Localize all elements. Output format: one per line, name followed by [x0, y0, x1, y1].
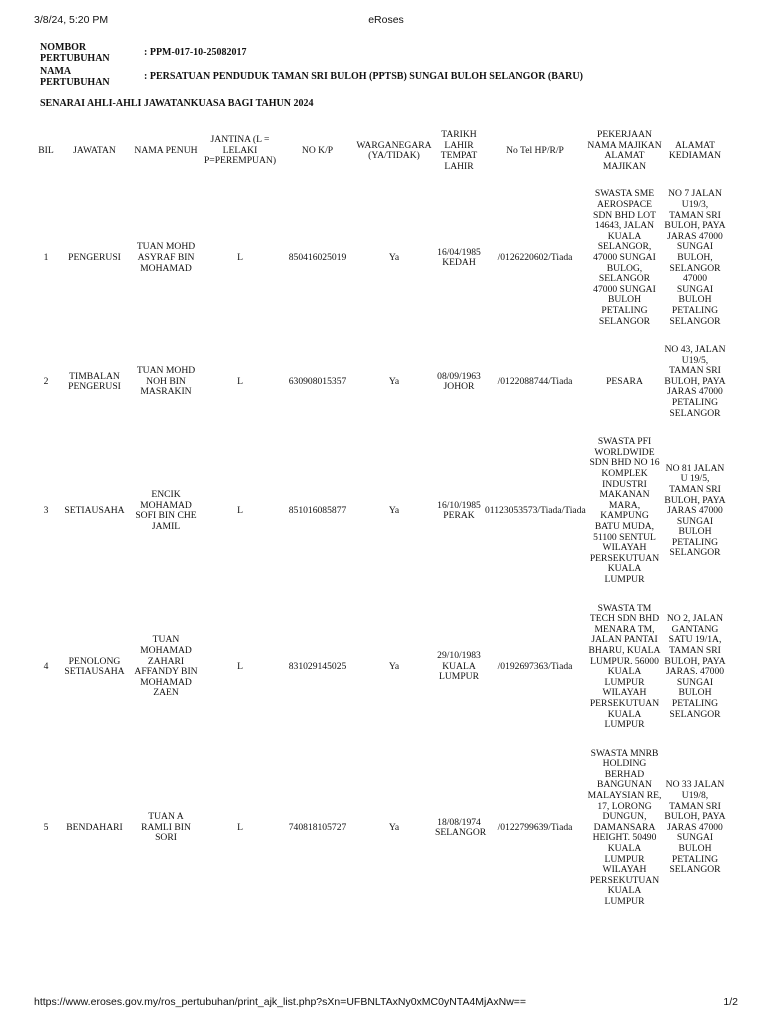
- cell-nokp: 831029145025: [288, 660, 347, 672]
- cell-jawatan: TIMBALAN PENGERUSI: [68, 370, 121, 393]
- cell-jawatan: PENGERUSI: [68, 251, 121, 263]
- cell-tel: /0122088744/Tiada: [497, 375, 573, 387]
- tempat-lahir: SELANGOR: [435, 827, 487, 839]
- cell-nokp: 851016085877: [288, 505, 347, 517]
- col-jantina: JANTINA (L = LELAKI P=PEREMPUAN): [203, 134, 277, 167]
- cell-nokp: 740818105727: [288, 821, 347, 833]
- cell-nokp: 850416025019: [288, 251, 347, 263]
- table-row: [36, 180, 727, 336]
- cell-bil: 4: [43, 660, 49, 672]
- cell-alamat: NO 33 JALAN U19/8, TAMAN SRI BULOH, PAYA JARAS 47000 SUNGAI BULOH PETALING SELANGOR: [664, 779, 726, 876]
- document-body: [38, 42, 740, 907]
- cell-pekerjaan: PESARA: [606, 375, 643, 387]
- cell-nokp: 630908015357: [288, 375, 347, 387]
- nama-label: NAMA PERTUBUHAN: [40, 66, 110, 88]
- cell-warganegara: Ya: [388, 660, 400, 672]
- col-bil: BIL: [38, 144, 54, 156]
- tempat-lahir: KUALA LUMPUR: [439, 660, 479, 683]
- cell-bil: 2: [43, 375, 49, 387]
- cell-pekerjaan: SWASTA PFI WORLDWIDE SDN BHD NO 16 KOMPLEK INDUSTRI MAKANAN MARA, KAMPUNG BATU MUDA, 51100 SENTUL WILAYAH PERSEKUTUAN KUALA LUMPUR: [589, 436, 660, 585]
- cell-tel: 01123053573/Tiada/Tiada: [485, 505, 586, 517]
- print-footer: [34, 996, 738, 1012]
- cell-warganegara: Ya: [388, 375, 400, 387]
- table-row: [36, 336, 727, 428]
- cell-bil: 5: [43, 821, 49, 833]
- cell-tarikh: [434, 595, 484, 740]
- cell-pekerjaan: SWASTA TM TECH SDN BHD MENARA TM, JALAN PANTAI BHARU, KUALA LUMPUR. 56000 KUALA LUMPUR WILAYAH PERSEKUTUAN KUALA LUMPUR: [588, 602, 661, 731]
- cell-bil: 1: [43, 251, 49, 263]
- col-pekerjaan: PEKERJAAN NAMA MAJIKAN ALAMAT MAJIKAN: [587, 129, 662, 172]
- nombor-label: NOMBOR PERTUBUHAN: [40, 42, 110, 64]
- table-row: [36, 428, 727, 594]
- cell-jantina: L: [237, 375, 243, 387]
- cell-alamat: NO 7 JALAN U19/3, TAMAN SRI BULOH, PAYA JARAS 47000 SUNGAI BULOH, SELANGOR 47000 SUNGAI BULOH PETALING SELANGOR: [664, 188, 726, 327]
- cell-nama: ENCIK MOHAMAD SOFI BIN CHE JAMIL: [135, 489, 197, 532]
- cell-jawatan: PENOLONG SETIAUSAHA: [64, 655, 125, 678]
- col-warganegara: WARGANEGARA (YA/TIDAK): [356, 139, 432, 162]
- print-page-title: eRoses: [368, 14, 404, 26]
- cell-tel: /0122799639/Tiada: [497, 821, 573, 833]
- meta-nama-row: [40, 66, 740, 90]
- col-jawatan: JAWATAN: [73, 144, 116, 156]
- cell-nama: TUAN MOHD ASYRAF BIN MOHAMAD: [136, 241, 196, 274]
- nama-value: : PERSATUAN PENDUDUK TAMAN SRI BULOH (PPTSB) SUNGAI BULOH SELANGOR (BARU): [144, 71, 583, 82]
- cell-tarikh: [434, 428, 484, 594]
- cell-alamat: NO 81 JALAN U 19/5, TAMAN SRI BULOH, PAYA JARAS 47000 SUNGAI BULOH PETALING SELANGOR: [664, 462, 726, 559]
- table-row: [36, 595, 727, 740]
- tarikh-lahir: 18/08/1974: [437, 816, 481, 828]
- cell-jantina: L: [237, 660, 243, 672]
- meta-nombor-row: [40, 42, 740, 66]
- tempat-lahir: PERAK: [443, 510, 475, 522]
- cell-alamat: NO 2, JALAN GANTANG SATU 19/1A, TAMAN SRI BULOH, PAYA JARAS. 47000 SUNGAI BULOH PETALING SELANGOR: [664, 613, 726, 720]
- col-tel: No Tel HP/R/P: [506, 144, 564, 156]
- cell-alamat: NO 43, JALAN U19/5, TAMAN SRI BULOH, PAYA JARAS 47000 PETALING SELANGOR: [664, 344, 726, 419]
- cell-jawatan: SETIAUSAHA: [64, 505, 125, 517]
- cell-jantina: L: [237, 821, 243, 833]
- cell-pekerjaan: SWASTA SME AEROSPACE SDN BHD LOT 14643, JALAN KUALA SELANGOR, 47000 SUNGAI BULOG, SELANGOR 47000 SUNGAI BULOH PETALING SELANGOR: [593, 188, 656, 327]
- cell-tarikh: [434, 740, 487, 917]
- cell-tel: /0126220602/Tiada: [497, 251, 573, 263]
- cell-tarikh: [434, 180, 484, 336]
- cell-warganegara: Ya: [388, 821, 400, 833]
- tarikh-lahir: 16/10/1985: [437, 499, 481, 511]
- cell-nama: TUAN MOHD NOH BIN MASRAKIN: [136, 365, 196, 398]
- col-alamat: ALAMAT KEDIAMAN: [668, 139, 722, 162]
- col-tarikh: TARIKH LAHIR TEMPAT LAHIR: [440, 129, 478, 172]
- cell-nama: TUAN A RAMLI BIN SORI: [141, 811, 191, 844]
- table-header-row: [36, 130, 727, 180]
- print-datetime: 3/8/24, 5:20 PM: [34, 14, 109, 26]
- print-url: https://www.eroses.gov.my/ros_pertubuhan/print_ajk_list.php?sXn=UFBNLTAxNy0xMC0yNTA4MjAxNw==: [34, 996, 527, 1008]
- tarikh-lahir: 29/10/1983: [437, 650, 481, 662]
- print-header: [34, 14, 738, 30]
- list-title: SENARAI AHLI-AHLI JAWATANKUASA BAGI TAHUN 2024: [40, 98, 314, 109]
- tempat-lahir: KEDAH: [442, 257, 476, 269]
- nombor-value: : PPM-017-10-25082017: [144, 47, 247, 58]
- page-number: 1/2: [723, 996, 738, 1008]
- tarikh-lahir: 16/04/1985: [437, 246, 481, 258]
- cell-jantina: L: [237, 505, 243, 517]
- cell-pekerjaan: SWASTA MNRB HOLDING BERHAD BANGUNAN MALAYSIAN RE, 17, LORONG DUNGUN, DAMANSARA HEIGHT. 50490 KUALA LUMPUR WILAYAH PERSEKUTUAN KUALA LUMPUR: [587, 747, 662, 907]
- cell-nama: TUAN MOHAMAD ZAHARI AFFANDY BIN MOHAMAD ZAEN: [134, 634, 198, 699]
- cell-warganegara: Ya: [388, 251, 400, 263]
- cell-jantina: L: [237, 251, 243, 263]
- cell-jawatan: BENDAHARI: [66, 821, 123, 833]
- cell-tel: /0192697363/Tiada: [497, 660, 573, 672]
- col-nokp: NO K/P: [301, 144, 334, 156]
- tempat-lahir: JOHOR: [443, 381, 475, 393]
- cell-tarikh: [434, 336, 484, 428]
- tarikh-lahir: 08/09/1963: [437, 370, 481, 382]
- cell-bil: 3: [43, 505, 49, 517]
- committee-table: [36, 130, 727, 917]
- table-row: [36, 740, 727, 917]
- col-nama: NAMA PENUH: [134, 144, 198, 156]
- cell-warganegara: Ya: [388, 505, 400, 517]
